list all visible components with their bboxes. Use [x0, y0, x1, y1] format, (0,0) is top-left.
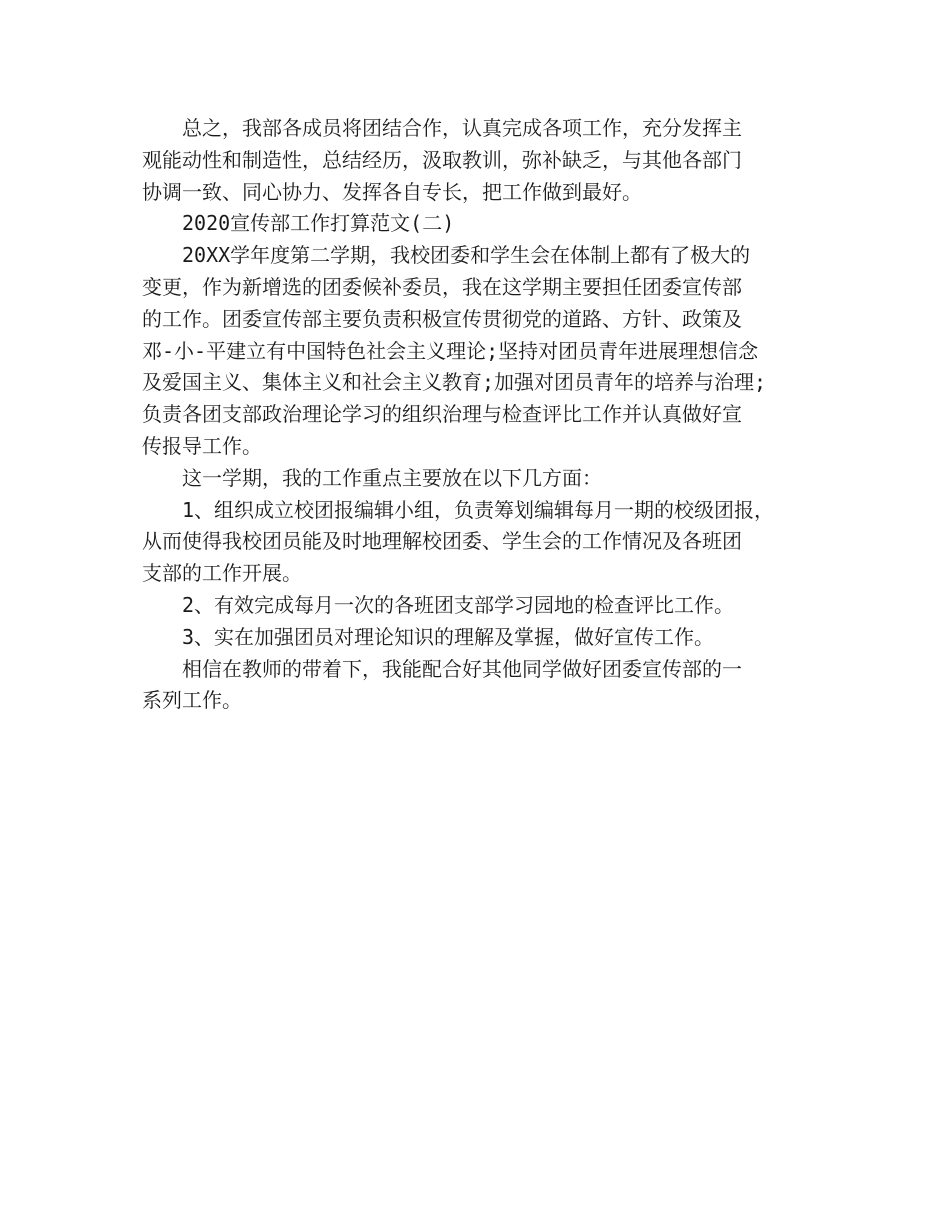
- text-line: 协调一致、同心协力、发挥各自专长，把工作做到最好。: [142, 179, 642, 204]
- text-line: 及爱国主义、集体主义和社会主义教育;加强对团员青年的培养与治理;: [142, 370, 767, 395]
- text-line: 相信在教师的带着下，我能配合好其他同学做好团委宣传部的一: [182, 656, 742, 681]
- section-heading: 2020宣传部工作打算范文(二): [182, 211, 455, 236]
- text-line: 这一学期，我的工作重点主要放在以下几方面：: [182, 465, 602, 490]
- text-line: 邓-小-平建立有中国特色社会主义理论;坚持对团员青年进展理想信念: [142, 338, 759, 363]
- list-item: 2、有效完成每月一次的各班团支部学习园地的检查评比工作。: [182, 592, 735, 617]
- text-line: 从而使得我校团员能及时地理解校团委、学生会的工作情况及各班团: [142, 529, 742, 554]
- text-line: 总之，我部各成员将团结合作，认真完成各项工作，充分发挥主: [182, 116, 742, 140]
- text-line: 观能动性和制造性，总结经历，汲取教训，弥补缺乏，与其他各部门: [142, 147, 742, 172]
- text-line: 的工作。团委宣传部主要负责积极宣传贯彻党的道路、方针、政策及: [142, 306, 742, 331]
- document-body: [142, 113, 822, 717]
- text-line: 传报导工作。: [142, 433, 262, 458]
- text-line: 系列工作。: [142, 688, 242, 713]
- text-line: 负责各团支部政治理论学习的组织治理与检查评比工作并认真做好宣: [142, 402, 742, 427]
- text-line: 20XX学年度第二学期，我校团委和学生会在体制上都有了极大的: [182, 243, 751, 268]
- list-item: 1、组织成立校团报编辑小组，负责筹划编辑每月一期的校级团报，: [182, 497, 775, 522]
- text-line: 变更，作为新增选的团委候补委员，我在这学期主要担任团委宣传部: [142, 274, 742, 299]
- list-item: 3、实在加强团员对理论知识的理解及掌握，做好宣传工作。: [182, 624, 715, 649]
- text-line: 支部的工作开展。: [142, 561, 302, 586]
